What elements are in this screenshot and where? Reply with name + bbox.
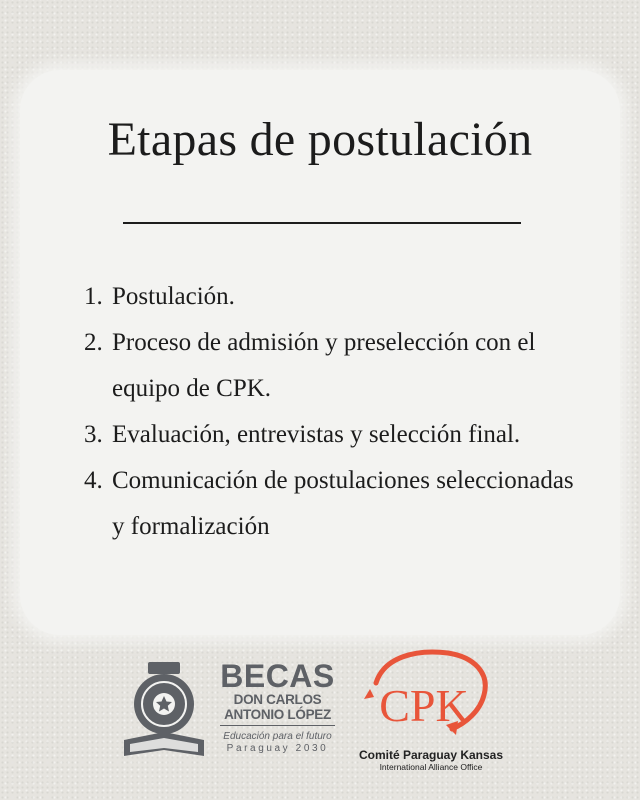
cpk-subtitle: International Alliance Office bbox=[379, 762, 483, 772]
cpk-name: Comité Paraguay Kansas bbox=[358, 748, 504, 762]
step-text: Postulación. bbox=[112, 283, 235, 310]
cpk-logo-icon bbox=[356, 645, 496, 745]
page-title: Etapas de postulación bbox=[107, 113, 533, 166]
step-text: Proceso de admisión y preselección con el equipo de CPK. bbox=[112, 329, 536, 402]
step-number: 3. bbox=[84, 421, 103, 448]
step-number: 2. bbox=[84, 329, 103, 356]
list-item bbox=[84, 412, 584, 458]
list-item bbox=[84, 274, 584, 320]
becas-name-line-2: ANTONIO LÓPEZ bbox=[220, 707, 335, 726]
step-number: 1. bbox=[84, 283, 103, 310]
becas-title: BECAS bbox=[220, 658, 335, 694]
steps-list bbox=[84, 274, 584, 550]
step-number: 4. bbox=[84, 467, 103, 494]
becas-tagline: Educación para el futuro bbox=[223, 731, 332, 742]
list-item bbox=[84, 458, 584, 550]
becas-year: Paraguay 2030 bbox=[226, 743, 329, 754]
becas-logo-text bbox=[220, 660, 335, 754]
title-divider bbox=[123, 222, 521, 224]
list-item bbox=[84, 320, 584, 412]
step-text: Comunicación de postulaciones seleccionadas y formalización bbox=[112, 467, 574, 540]
cpk-mark: CPK bbox=[379, 680, 469, 731]
becas-name-line-1: DON CARLOS bbox=[233, 692, 322, 707]
step-text: Evaluación, entrevistas y selección final. bbox=[112, 421, 521, 448]
cpk-logo-text bbox=[356, 748, 506, 773]
becas-emblem-icon bbox=[120, 660, 208, 760]
